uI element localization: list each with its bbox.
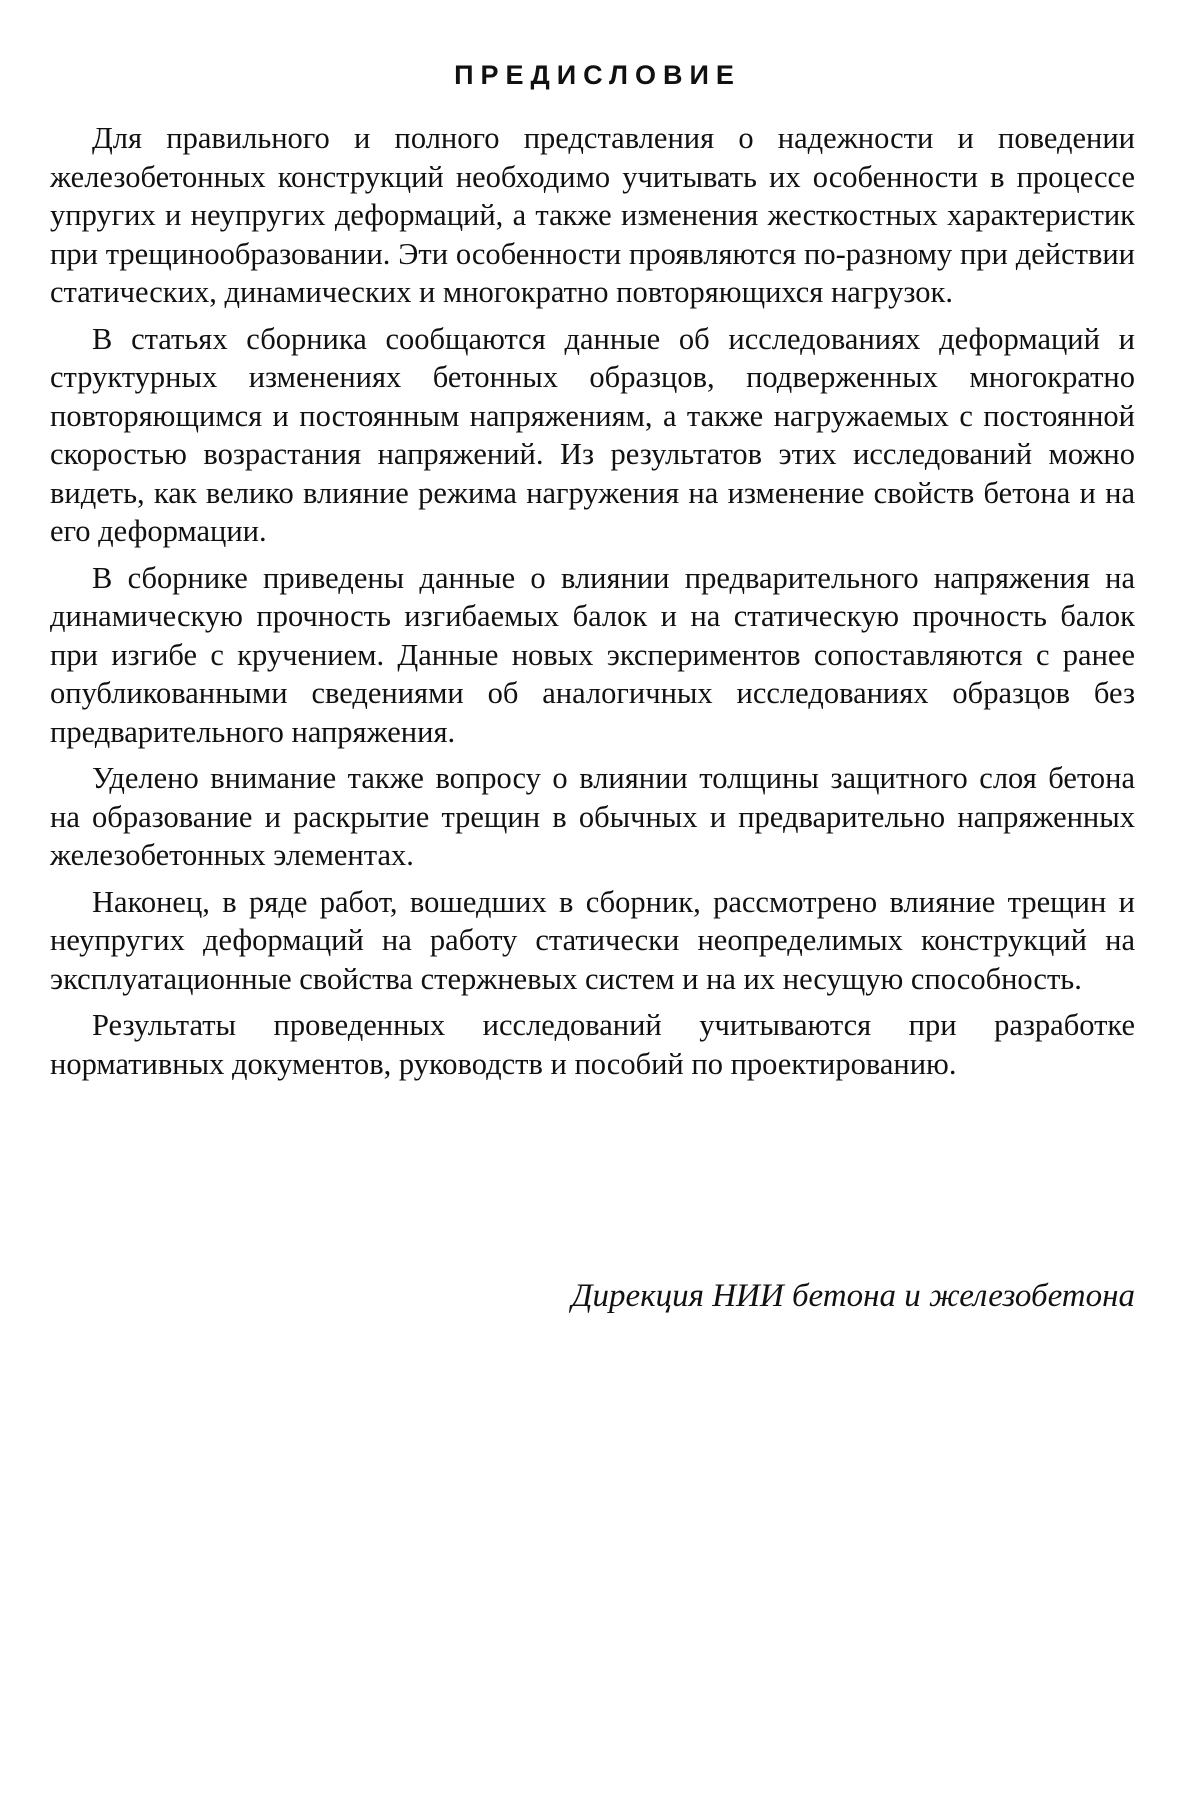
paragraph: В сборнике приведены данные о влиянии предварительного напряжения на динамическую прочность изгибаемых балок и на статическую прочность балок при изгибе с кручением. Данные новых экспериментов сопоставляются с ранее опубликованными сведениями об аналогичных исследованиях образцов без предварительного напряжения. (50, 560, 1135, 749)
signature: Дирекция НИИ бетона и железобетона (571, 1278, 1135, 1314)
page-title: ПРЕДИСЛОВИЕ (454, 60, 741, 90)
paragraph: Наконец, в ряде работ, вошедших в сборник, рассмотрено влияние трещин и неупругих деформаций на работу статически неопределимых конструкций на эксплуатационные свойства стержневых систем и на их несущую способность. (50, 884, 1135, 996)
paragraph: Результаты проведенных исследований учитываются при разработке нормативных документов, руководств и пособий по проектированию. (50, 1008, 1135, 1081)
document-page (50, 60, 1135, 1760)
preface-body (50, 119, 1135, 1083)
paragraph: Уделено внимание также вопросу о влиянии толщины защитного слоя бетона на образование и раскрытие трещин в обычных и предварительно напряженных железобетонных элементах. (50, 761, 1135, 872)
paragraph: В статьях сборника сообщаются данные об исследованиях деформаций и структурных изменениях бетонных образцов, подверженных многократно повторяющимся и постоянным напряжениям, а также нагружаемых с постоянной скоростью возрастания напряжений. Из результатов этих исследований можно видеть, как велико влияние режима нагружения на изменение свойств бетона и на его деформации. (50, 321, 1135, 548)
paragraph: Для правильного и полного представления о надежности и поведении железобетонных конструкций необходимо учитывать их особенности в процессе упругих и неупругих деформаций, а также изменения жесткостных характеристик при трещинообразовании. Эти особенности проявляются по-разному при действии статических, динамических и многократно повторяющихся нагрузок. (50, 121, 1135, 309)
